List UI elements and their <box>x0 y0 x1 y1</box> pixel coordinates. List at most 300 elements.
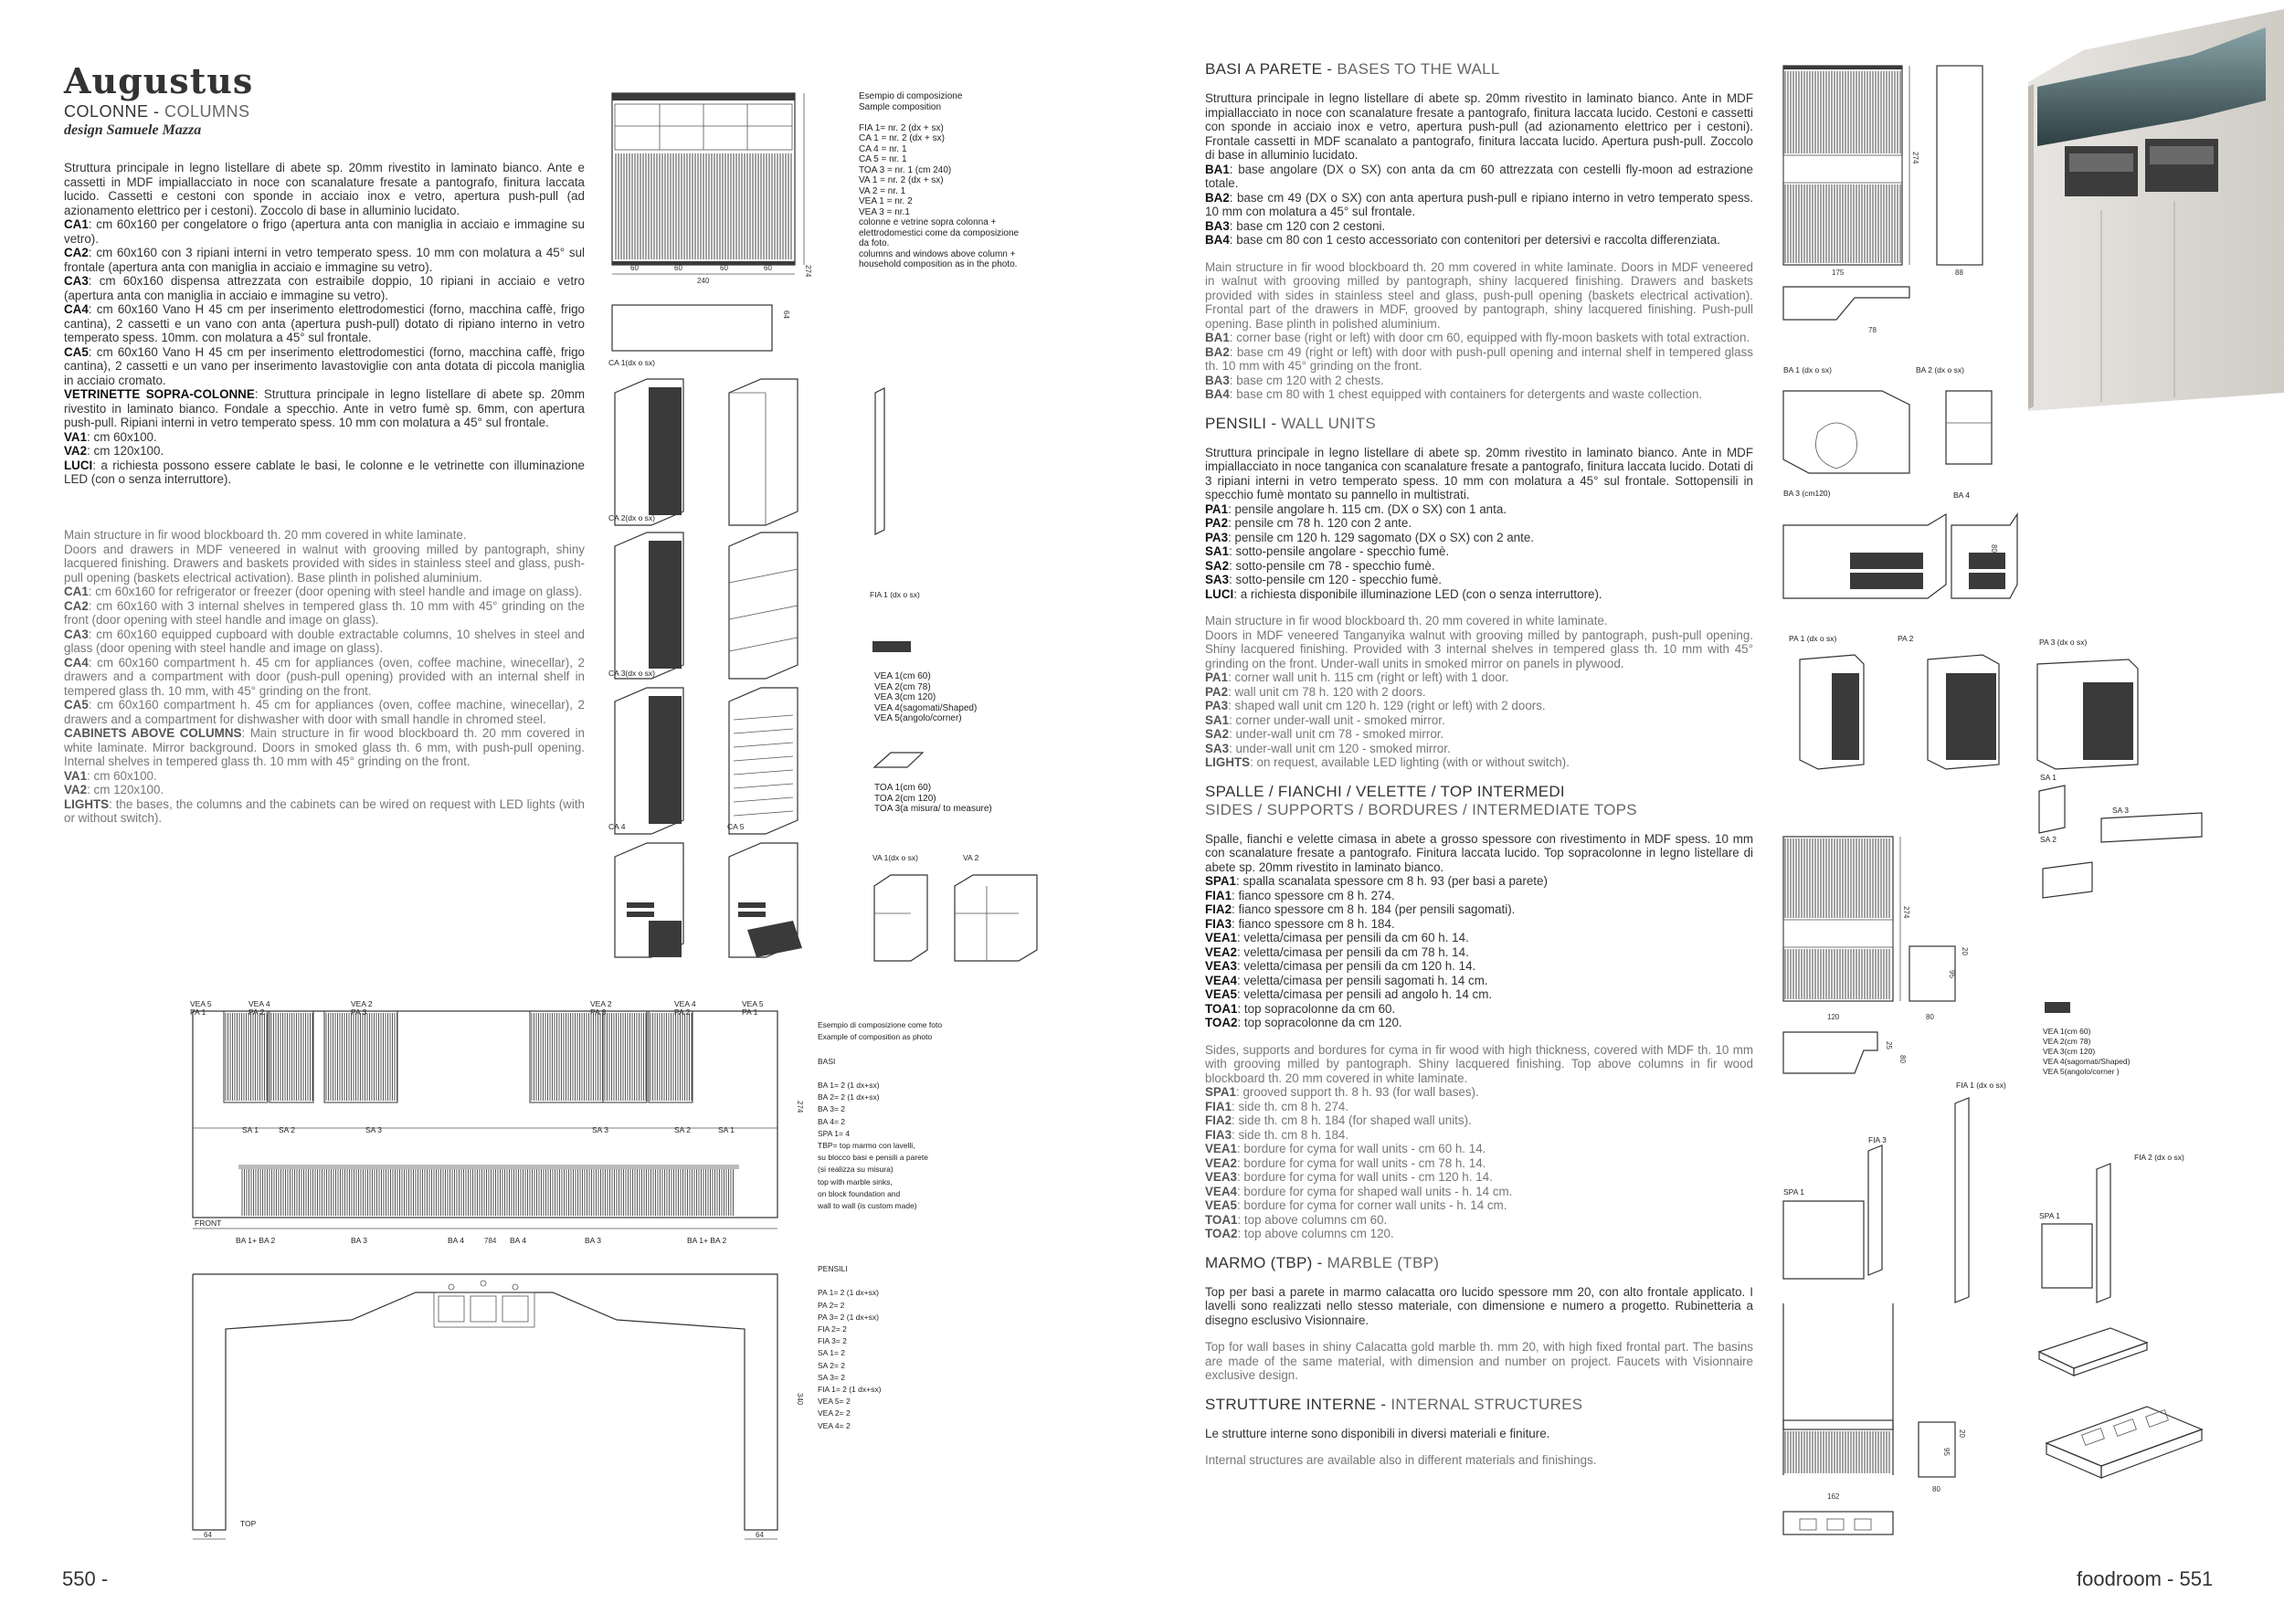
label-ba2: BA 2 (dx o sx) <box>1916 365 1964 374</box>
spec-text: : the bases, the columns and the cabinets can be wired on request with LED lights (with or without switch). <box>64 796 585 825</box>
composition-legend: Esempio di composizione Sample composition FIA 1= nr. 2 (dx + sx) CA 1 = nr. 2 (dx + sx) CA 4 = nr. 1 CA 5 = nr. 1 TOA 3 = nr. 1 (cm 240) VA 1 = nr. 2 (dx + sx) VA 2 = nr. 1 VEA 1 = nr. 2 VEA 3 = nr.1 colonne e vetrine sopra colonna + elettrodomestici come da composizione da foto. columns and windows above column + household composition as in the photo. <box>859 91 1020 269</box>
spec-paragraph <box>1205 1227 1753 1241</box>
spec-paragraph <box>1205 1198 1753 1213</box>
plan-label: VEA 2 PA 3 <box>590 999 612 1017</box>
spec-text: Struttura principale in legno listellare di abete sp. 20mm rivestito in laminato bianco. Ante in MDF impiallacciato in noce tanganica con scanalature fresate a pantografo, finitura laccata lucido. Dotati di 3 ripiani interni in vetro temperato spess. 10 mm con molatura a 45° sul frontale. Sottopensili in specchio fumè montato su pannello in multistrati. <box>1205 445 1753 501</box>
spec-text: : a richiesta disponibile illuminazione LED (con o senza interruttore). <box>1233 586 1602 601</box>
spec-paragraph <box>1205 374 1753 388</box>
section-it-text <box>1205 832 1753 1030</box>
pensili-legend: PENSILI PA 1= 2 (1 dx+sx) PA 2= 2 PA 3= 2 (1 dx+sx) FIA 2= 2 FIA 3= 2 SA 1= 2 SA 2= 2 SA 3= 2 FIA 1= 2 (1 dx+sx) VEA 5= 2 VEA 2= 2 VEA 4= 2 <box>818 1264 882 1430</box>
spec-text: : pensile angolare h. 115 cm. (DX o SX) con 1 anta. <box>1228 501 1507 516</box>
spec-paragraph <box>1205 544 1753 559</box>
spec-text: : top sopracolonne da cm 120. <box>1237 1016 1402 1029</box>
brand-title: Augustus <box>64 60 254 101</box>
kitchen-photo <box>2028 0 2284 411</box>
spec-paragraph <box>1205 446 1753 502</box>
label-top: TOP <box>240 1519 257 1528</box>
spec-paragraph <box>1205 387 1753 402</box>
spec-text: : on request, available LED lighting (with or without switch). <box>1250 755 1570 769</box>
spec-text: : veletta/cimasa per pensili da cm 120 h. 14. <box>1236 959 1476 973</box>
spec-paragraph <box>1205 1185 1753 1199</box>
front-elevation-drawing <box>187 1000 827 1247</box>
dim-64-a: 64 <box>204 1531 212 1539</box>
label-pa2: PA 2 <box>1898 634 1914 643</box>
spec-paragraph <box>1205 233 1753 248</box>
spec-text: : a richiesta possono essere cablate le basi, le colonne e le vetrinette con illuminazione LED (con o senza interruttore). <box>64 458 585 486</box>
spec-paragraph <box>1205 628 1753 671</box>
spec-code: CA3 <box>64 627 89 641</box>
spec-code: LUCI <box>64 458 93 472</box>
sa-drawing <box>2037 782 2220 901</box>
label-ba4: BA 4 <box>1953 490 1970 500</box>
spec-code: VA1 <box>64 429 88 444</box>
spec-paragraph <box>1205 874 1753 889</box>
spec-text: : cm 60x160 Vano H 45 cm per inserimento elettrodomestici (forno, macchina caffè, frigo cantina), 2 cassetti e un vano con anta (apertura push-pull) dotato di ripiano interno in vetro temperato spess. 10mm. con molatura a 45° sul frontale. <box>64 302 585 344</box>
label-pa1: PA 1 (dx o sx) <box>1789 634 1837 643</box>
dim-784: 784 <box>484 1237 497 1245</box>
dim-274-right: 274 <box>1911 152 1919 164</box>
spec-text: : pensile cm 120 h. 129 sagomato (DX o SX) con 2 ante. <box>1228 530 1535 544</box>
page-number-right: foodroom - 551 <box>2077 1567 2214 1590</box>
plan-label: BA 4 <box>510 1236 526 1245</box>
spec-paragraph <box>1205 902 1753 917</box>
spec-code: VEA3 <box>1205 1170 1237 1184</box>
spec-paragraph <box>1205 559 1753 574</box>
spec-text: : fianco spessore cm 8 h. 184. <box>1232 916 1395 931</box>
label-pa3: PA 3 (dx o sx) <box>2039 638 2088 647</box>
plan-label: VEA 5 PA 1 <box>190 999 212 1017</box>
spec-code: VEA4 <box>1205 1184 1237 1198</box>
spec-text: : side th. cm 8 h. 184 (for shaped wall units). <box>1232 1113 1472 1127</box>
dim-78: 78 <box>1868 326 1877 334</box>
shelf-line <box>734 729 793 733</box>
spec-paragraph <box>1205 685 1753 700</box>
spec-code: PA3 <box>1205 530 1229 544</box>
spec-code: FIA1 <box>1205 1099 1232 1113</box>
ba3-ba4-drawing <box>1782 507 2019 607</box>
shelf-line <box>734 715 793 720</box>
label-spa1-b: SPA 1 <box>2039 1211 2060 1220</box>
label-fia2: FIA 2 (dx o sx) <box>2134 1153 2184 1162</box>
section-it-text <box>1205 1285 1753 1328</box>
spec-paragraph <box>64 585 585 599</box>
spec-paragraph <box>1205 1113 1753 1128</box>
spec-code: BA4 <box>1205 387 1230 401</box>
spec-paragraph <box>64 345 585 388</box>
spec-paragraph <box>64 387 585 430</box>
section-en-text <box>1205 260 1753 402</box>
spec-paragraph <box>1205 1142 1753 1156</box>
spec-paragraph <box>1205 832 1753 875</box>
left-en-text <box>64 528 585 826</box>
spec-text: : top above columns cm 60. <box>1237 1212 1388 1227</box>
spec-text: : base cm 80 with 1 chest equipped with containers for detergents and waste collection. <box>1229 387 1703 401</box>
spec-text: : fianco spessore cm 8 h. 274. <box>1232 888 1395 902</box>
spec-text: : veletta/cimasa per pensili da cm 60 h. 14. <box>1236 931 1469 944</box>
spec-text: Spalle, fianchi e velette cimasa in abete a grosso spessore con rivestimento in MDF spess. 10 mm con scanalature fresate a pantografo. Finitura laccata lucido. Top sopracolonne in legno listellare di abete sp. 20mm rivestito in laminato bianco. <box>1205 831 1753 874</box>
spec-code: TOA2 <box>1205 1227 1238 1240</box>
spec-code: BA1 <box>1205 331 1230 344</box>
label-va1: VA 1(dx o sx) <box>872 853 918 862</box>
spec-text: : cm 60x160 for refrigerator or freezer (door opening with steel handle and image on glass). <box>88 585 583 598</box>
ba1-ba2-drawing <box>1782 382 2001 482</box>
spec-code: CA3 <box>64 274 89 288</box>
spec-text: : top sopracolonne da cm 60. <box>1237 1001 1396 1016</box>
sides-drawing <box>1782 833 1969 1034</box>
spec-code: TOA1 <box>1205 1212 1238 1227</box>
spec-code: VA2 <box>64 783 88 796</box>
label-ca3: CA 3(dx o sx) <box>608 669 656 678</box>
spec-code: BA1 <box>1205 162 1230 176</box>
plan-label: BA 3 <box>585 1236 601 1245</box>
spec-code: CA5 <box>64 698 89 712</box>
section-heading-it: MARMO (TBP) <box>1205 1253 1313 1271</box>
spec-text: : cm 60x160 with 3 internal shelves in tempered glass th. 10 mm with 45° grinding on the front (door opening with steel handle and image on glass). <box>64 598 585 627</box>
spec-code: SPA1 <box>1205 1085 1236 1099</box>
spec-paragraph <box>1205 531 1753 545</box>
dim-95-b: 95 <box>1942 1448 1951 1456</box>
plan-label: SA 3 <box>365 1125 382 1134</box>
spec-text: : veletta/cimasa per pensili da cm 78 h. 14. <box>1236 944 1469 959</box>
spec-code: TOA1 <box>1205 1001 1238 1016</box>
plan-label: SA 1 <box>718 1125 735 1134</box>
spec-paragraph <box>1205 755 1753 770</box>
spec-text: : cm 60x160 compartment h. 45 cm for appliances (oven, coffee machine, winecellar), 2 drawers and a compartment with door (push-pull opening) provided with an internal shelf in tempered glass th. 10 mm, with 45° grinding on the front. <box>64 655 585 698</box>
spec-paragraph <box>1205 573 1753 587</box>
plan-label: VEA 2 PA 3 <box>351 999 373 1017</box>
marble-3d-drawing <box>2037 1324 2220 1507</box>
spec-text: : cm 120x100. <box>87 444 164 458</box>
glass-cabinets-top <box>615 104 792 150</box>
spec-text: Struttura principale in legno listellare di abete sp. 20mm rivestito in laminato bianco. Ante e cassetti in MDF impiallacciato in noce con scanalature fresate a pantografo, finitura laccata lucido. Cassetti e cestoni con sponde in acciaio inox e vetro, apertura push-pull (ad azionamento elettrico per i cestoni). Zoccolo di base in alluminio lucidato. <box>64 161 585 217</box>
plan-label: SA 2 <box>674 1125 691 1134</box>
dim-80-m: 80 <box>1932 1485 1940 1493</box>
section-en-text <box>1205 1340 1753 1383</box>
spec-code: CA2 <box>64 598 89 613</box>
section-heading-it: SPALLE / FIANCHI / VELETTE / TOP INTERMEDI <box>1205 782 1565 800</box>
spec-paragraph <box>64 161 585 217</box>
dim-175: 175 <box>1832 269 1845 277</box>
vea-piece <box>872 639 918 658</box>
shelf-line <box>734 743 793 747</box>
spec-paragraph <box>64 698 585 726</box>
spec-code: VEA5 <box>1205 1198 1237 1212</box>
spec-code: CA1 <box>64 217 89 231</box>
va-drawing <box>872 868 1055 968</box>
spec-code: LUCI <box>1205 586 1234 601</box>
plan-legend: Esempio di composizione come foto Example of composition as photo BASI BA 1= 2 (1 dx+sx) BA 2= 2 (1 dx+sx) BA 3= 2 BA 4= 2 SPA 1= 4 TBP= top marmo con lavelli, su blocco basi e pensili a parete (si realizza su misura) top with marble sinks, on block foundation and wall to wall (is custom made) <box>818 1020 943 1211</box>
spec-paragraph <box>1205 917 1753 932</box>
spec-paragraph <box>64 797 585 826</box>
dim-88: 88 <box>1955 269 1963 277</box>
section-heading <box>1205 783 1753 819</box>
spec-paragraph <box>64 459 585 487</box>
dim-274: 274 <box>804 265 812 278</box>
spec-paragraph <box>1205 219 1753 234</box>
page-subtitle: COLONNE - COLUMNS <box>64 102 250 121</box>
spec-paragraph <box>1205 502 1753 517</box>
spec-code: BA3 <box>1205 373 1230 387</box>
spec-text: : bordure for cyma for corner wall units - h. 14 cm. <box>1236 1198 1507 1212</box>
spec-text: Le strutture interne sono disponibili in diversi materiali e finiture. <box>1205 1426 1550 1440</box>
spec-paragraph <box>64 246 585 274</box>
spec-code: SA1 <box>1205 544 1230 558</box>
dim-120: 120 <box>1827 1013 1840 1021</box>
spec-text: : Struttura principale in legno listellare di abete sp. 20mm rivestito in laminato bianco. Fondale a specchio. Ante in vetro fumè sp. 6mm, con apertura push-pull. Ripiani interni in vetro temperato spess. 10 mm con molatura a 45° sul frontale. <box>64 387 585 429</box>
section-en-text <box>1205 614 1753 770</box>
spec-text: : cm 60x100. <box>87 429 157 444</box>
subtitle-it: COLONNE <box>64 102 149 121</box>
spec-paragraph <box>64 528 585 543</box>
dim-25: 25 <box>1885 1041 1893 1049</box>
spec-text: : cm 60x160 per congelatore o frigo (apertura anta con maniglia in acciaio e immagine su vetro). <box>64 217 585 246</box>
spec-text: : corner wall unit h. 115 cm (right or left) with 1 door. <box>1228 670 1509 684</box>
spec-text: : bordure for cyma for wall units - cm 60 h. 14. <box>1236 1142 1486 1155</box>
designer-credit: design Samuele Mazza <box>64 122 202 138</box>
shelf-line <box>734 770 793 775</box>
spec-code: SA2 <box>1205 558 1230 573</box>
spec-text: : base cm 49 (DX o SX) con anta apertura push-pull e ripiano interno in vetro temperato spess. 10 mm con molatura a 45° sul frontale. <box>1205 190 1753 218</box>
spec-text: Struttura principale in legno listellare di abete sp. 20mm rivestito in laminato bianco. Ante in MDF impiallacciato in noce con scanalature fresate a pantografo, finitura laccata lucido. Cestoni e cassetti con sponde in acciaio inox e vetro, apertura push-pull (ad azionamento elettrico per i cestoni). Frontale cassetti in MDF scanalato a pantografo, finitura laccata lucido. Apertura push-pull. Zoccolo di base in alluminio lucidato. <box>1205 91 1753 162</box>
section-heading: BASI A PARETE - BASES TO THE WALL <box>1205 60 1500 78</box>
spec-paragraph <box>1205 1002 1753 1017</box>
spec-text: : side th. cm 8 h. 184. <box>1232 1127 1349 1142</box>
spec-code: VEA3 <box>1205 959 1237 973</box>
spec-text: Top for wall bases in shiny Calacatta gold marble th. mm 20, with high fixed frontal part. The basins are made of the same material, with dimension and number on project. Faucets with Visionnaire exclusive design. <box>1205 1340 1753 1382</box>
spec-text: : top above columns cm 120. <box>1237 1227 1394 1240</box>
dim-60-b: 60 <box>674 264 682 272</box>
label-va2: VA 2 <box>963 853 979 862</box>
plan-label: BA 4 <box>448 1236 464 1245</box>
spec-code: LIGHTS <box>1205 755 1251 769</box>
spec-text: Main structure in fir wood blockboard th. 20 mm covered in white laminate. Doors in MDF veneered in walnut with grooving milled by pantograph, shiny lacquered finishing. Drawers and baskets provided with sides in stainless steel and glass, push-pull opening (baskets electrical activation). Frontal part of the drawers in MDF, grooved by pantograph, shiny lacquered finishing. Push-pull opening. Base plinth in polished aluminium. <box>1205 259 1753 331</box>
spec-paragraph <box>1205 614 1753 628</box>
section-it-text <box>1205 1427 1753 1441</box>
spec-text: : bordure for cyma for shaped wall units - h. 14 cm. <box>1236 1184 1513 1198</box>
section-en-text <box>1205 1453 1753 1468</box>
dim-340: 340 <box>796 1393 804 1406</box>
spec-paragraph <box>1205 742 1753 756</box>
spec-code: SA1 <box>1205 712 1230 727</box>
dim-162: 162 <box>1827 1492 1840 1501</box>
right-text-column <box>1205 60 1753 1468</box>
page-number-left: 550 - <box>62 1567 109 1590</box>
spec-text: : bordure for cyma for wall units - cm 78 h. 14. <box>1236 1155 1486 1170</box>
ca2-drawing <box>610 528 830 683</box>
spec-paragraph <box>1205 931 1753 945</box>
spec-paragraph <box>1205 699 1753 713</box>
spec-text: : cm 60x160 Vano H 45 cm per inserimento elettrodomestici (forno, macchina caffè, frigo cantina), 2 cassetti e un vano per inserimento lavastoviglie con anta dotata di piccola maniglia in acciaio cromato. <box>64 344 585 387</box>
label-sa2: SA 2 <box>2040 835 2057 844</box>
spec-paragraph <box>1205 1285 1753 1328</box>
spec-text: Main structure in fir wood blockboard th. 20 mm covered in white laminate. <box>1205 614 1608 627</box>
spec-code: BA2 <box>1205 190 1230 205</box>
spec-text: : cm 60x160 equipped cupboard with double extractable columns, 10 shelves in steel and glass (door opening with steel handle and image on glass). <box>64 627 585 655</box>
spec-code: VEA2 <box>1205 944 1237 959</box>
label-sa1: SA 1 <box>2040 773 2057 782</box>
spec-paragraph <box>1205 1016 1753 1030</box>
spec-text: Sides, supports and bordures for cyma in fir wood with high thickness, covered with MDF th. 10 mm with grooving milled by pantograph. Shiny lacquered finishing. Top above columns in fir wood blockboard th. 20 mm covered in white laminate. <box>1205 1042 1753 1085</box>
vea-piece-right <box>2045 1000 2072 1018</box>
spec-code: VEA2 <box>1205 1155 1237 1170</box>
plan-label: VEA 4 PA 2 <box>674 999 696 1017</box>
spec-text: : cm 60x100. <box>87 768 157 783</box>
spec-code: FIA2 <box>1205 902 1232 916</box>
spec-paragraph <box>1205 889 1753 903</box>
spec-text: Doors in MDF veneered Tanganyika walnut with grooving milled by pantograph, push-pull opening. Shiny lacquered finishing. Provided with 3 internal shelves in tempered glass th. 10 mm with 45° grinding on the front. Under-wall units in smoked mirror on panels in plywood. <box>1205 627 1753 670</box>
section-heading-en: SIDES / SUPPORTS / BORDURES / INTERMEDIATE TOPS <box>1205 800 1637 818</box>
spec-text: : base cm 120 with 2 chests. <box>1229 373 1384 387</box>
spec-paragraph <box>1205 987 1753 1002</box>
plan-label: BA 3 <box>351 1236 367 1245</box>
spec-paragraph <box>64 656 585 699</box>
spec-code: PA2 <box>1205 684 1229 699</box>
dim-60-a: 60 <box>630 264 639 272</box>
spec-text: : side th. cm 8 h. 274. <box>1232 1099 1349 1113</box>
spec-text: : corner under-wall unit - smoked mirror. <box>1229 712 1445 727</box>
label-spa1-a: SPA 1 <box>1783 1187 1804 1197</box>
sample-composition-drawing <box>610 91 848 356</box>
shelf-line <box>734 756 793 761</box>
spec-text: : base cm 80 con 1 cesto accessoriato con contenitori per detersivi e raccolta differenziata. <box>1229 233 1720 247</box>
spec-code: LIGHTS <box>64 796 110 811</box>
spec-paragraph <box>1205 727 1753 742</box>
spec-text: Internal structures are available also in different materials and finishings. <box>1205 1453 1597 1467</box>
spec-code: CABINETS ABOVE COLUMNS <box>64 726 242 740</box>
dim-274-sides: 274 <box>1902 906 1910 919</box>
sides-top-drawing <box>1782 1023 1946 1087</box>
spec-paragraph <box>1205 713 1753 728</box>
plan-label: BA 1+ BA 2 <box>236 1236 276 1245</box>
spec-code: VEA1 <box>1205 931 1237 944</box>
label-front: FRONT <box>195 1218 222 1228</box>
spec-paragraph <box>1205 191 1753 219</box>
top-view-drawing <box>187 1265 827 1544</box>
spec-code: BA4 <box>1205 233 1230 247</box>
ca4-ca5-drawing <box>610 838 830 966</box>
spec-paragraph <box>1205 331 1753 345</box>
plan-label: SA 1 <box>242 1125 259 1134</box>
spec-text: Doors and drawers in MDF veneered in walnut with grooving milled by pantograph, shiny lacquered finishing. Drawers and baskets provided with sides in stainless steel and glass, push-pull opening (baskets electrical activation). Base plinth in polished aluminium. <box>64 542 585 585</box>
spec-code: VETRINETTE SOPRA-COLONNE <box>64 387 255 401</box>
fia-spa-drawing <box>1782 1096 2147 1306</box>
label-ca2: CA 2(dx o sx) <box>608 513 656 522</box>
spec-paragraph <box>1205 1156 1753 1171</box>
marble-elevation-drawing <box>1782 1302 1964 1539</box>
spec-code: PA3 <box>1205 699 1229 712</box>
section-heading-it: PENSILI <box>1205 414 1267 432</box>
spec-text: : under-wall unit cm 120 - smoked mirror. <box>1229 741 1451 755</box>
dim-64: 64 <box>782 311 790 319</box>
spec-text: : cm 60x160 con 3 ripiani interni in vetro temperato spess. 10 mm con molatura a 45° sul frontale (apertura anta con maniglia in acciaio e immagine su vetro). <box>64 246 585 274</box>
spec-text: : cm 60x160 compartment h. 45 cm for appliances (oven, coffee machine, winecellar), 2 drawers and a compartment for dishwasher with door with small handle in chromed steel. <box>64 698 585 726</box>
spec-paragraph <box>1205 1213 1753 1228</box>
spec-code: FIA3 <box>1205 916 1232 931</box>
spec-paragraph <box>1205 1427 1753 1441</box>
spec-code: CA1 <box>64 585 89 598</box>
spec-paragraph <box>1205 163 1753 191</box>
spec-text: : sotto-pensile cm 78 - specchio fumè. <box>1229 558 1435 573</box>
spec-paragraph <box>1205 1128 1753 1143</box>
spec-paragraph <box>1205 1340 1753 1383</box>
spec-code: FIA1 <box>1205 888 1232 902</box>
spec-code: VEA1 <box>1205 1142 1237 1155</box>
shelf-line <box>734 811 793 816</box>
spec-text: : base cm 120 con 2 cestoni. <box>1229 218 1386 233</box>
toa-legend-left: TOA 1(cm 60) TOA 2(cm 120) TOA 3(a misura/ to measure) <box>874 783 992 814</box>
dim-60-c: 60 <box>720 264 728 272</box>
spec-paragraph <box>1205 516 1753 531</box>
ca3-drawing <box>610 683 830 838</box>
spec-text: : under-wall unit cm 78 - smoked mirror. <box>1229 727 1444 741</box>
plan-label: VEA 5 PA 1 <box>742 999 764 1017</box>
spec-paragraph <box>1205 974 1753 988</box>
section-en-text <box>1205 1043 1753 1241</box>
spec-code: SA2 <box>1205 727 1230 741</box>
spec-text: Top per basi a parete in marmo calacatta oro lucido spessore mm 20, con alto frontale applicato. I lavelli sono realizzati nello stesso materiale, con dimensione e numero a progetto. Rubinetteria a disegno esclusivo Visionnaire. <box>1205 1284 1753 1327</box>
spec-text: : cm 60x160 dispensa attrezzata con estraibile doppio, 10 ripiani in acciaio e vetro (apertura anta con maniglia in acciaio e immagine su vetro). <box>64 274 585 302</box>
dim-274-front: 274 <box>796 1101 804 1113</box>
spec-paragraph <box>64 302 585 345</box>
label-fia3: FIA 3 <box>1868 1135 1887 1144</box>
section-heading-it: STRUTTURE INTERNE <box>1205 1395 1377 1413</box>
dim-240: 240 <box>697 277 710 285</box>
spec-text: : cm 120x100. <box>87 783 164 796</box>
label-fia1-left: FIA 1 (dx o sx) <box>870 590 920 599</box>
spec-code: BA3 <box>1205 218 1230 233</box>
spec-code: SA3 <box>1205 573 1230 586</box>
spec-code: PA1 <box>1205 501 1229 516</box>
spec-text: : base cm 49 (right or left) with door with push-pull opening and internal shelf in tempered glass th. 10 mm with 45° grinding on the front. <box>1205 344 1753 373</box>
spec-code: VEA4 <box>1205 973 1237 987</box>
spec-code: SPA1 <box>1205 874 1236 888</box>
spec-code: CA5 <box>64 344 89 359</box>
shelf-line <box>734 784 793 788</box>
section-heading-en: INTERNAL STRUCTURES <box>1390 1395 1583 1413</box>
spec-code: CA4 <box>64 655 89 670</box>
spec-paragraph <box>64 769 585 784</box>
spec-code: TOA2 <box>1205 1016 1238 1029</box>
dim-80: 80 <box>1926 1013 1934 1021</box>
spec-paragraph <box>1205 345 1753 374</box>
spec-paragraph <box>1205 1100 1753 1114</box>
spec-paragraph <box>1205 959 1753 974</box>
spec-text: : sotto-pensile cm 120 - specchio fumè. <box>1229 573 1443 586</box>
label-ba3: BA 3 (cm120) <box>1783 489 1831 498</box>
column-doors <box>616 153 791 259</box>
spec-text: : grooved support th. 8 h. 93 (for wall bases). <box>1236 1085 1479 1099</box>
plan-label: SA 3 <box>592 1125 608 1134</box>
spec-text: : fianco spessore cm 8 h. 184 (per pensili sagomati). <box>1232 902 1516 916</box>
subtitle-en: COLUMNS <box>164 102 250 121</box>
section-heading: STRUTTURE INTERNE - INTERNAL STRUCTURES <box>1205 1395 1583 1413</box>
spec-text: : veletta/cimasa per pensili sagomati h. 14 cm. <box>1236 973 1488 987</box>
spec-code: PA2 <box>1205 516 1229 530</box>
section-heading-en: BASES TO THE WALL <box>1337 60 1500 78</box>
label-ba1: BA 1 (dx o sx) <box>1783 365 1832 374</box>
section-heading: PENSILI - WALL UNITS <box>1205 414 1377 432</box>
spec-paragraph <box>1205 945 1753 960</box>
spec-paragraph <box>1205 1085 1753 1100</box>
spec-text: : wall unit cm 78 h. 120 with 2 doors. <box>1228 684 1426 699</box>
spec-paragraph <box>64 430 585 445</box>
dim-80-ba: 80 <box>1990 544 1998 553</box>
spec-paragraph <box>1205 260 1753 332</box>
dim-60-d: 60 <box>764 264 772 272</box>
spec-code: VEA5 <box>1205 987 1237 1001</box>
spec-paragraph <box>64 783 585 797</box>
spec-paragraph <box>1205 587 1753 602</box>
